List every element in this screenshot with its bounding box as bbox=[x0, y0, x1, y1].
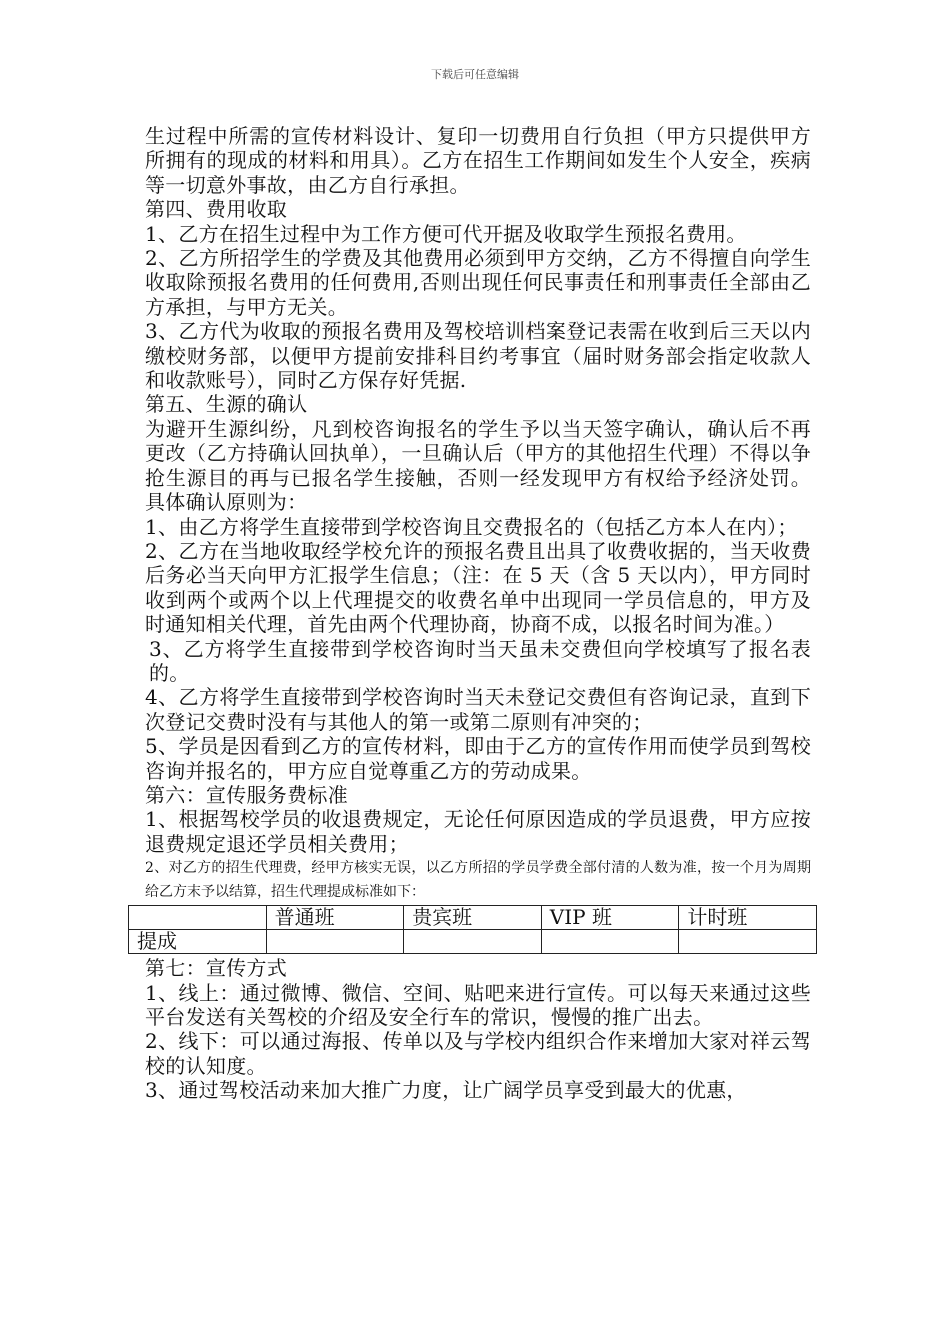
table-row-label: 提成 bbox=[129, 930, 267, 954]
paragraph: 5、学员是因看到乙方的宣传材料，即由于乙方的宣传作用而使学员到驾校咨询并报名的，甲方应自觉尊重乙方的劳动成果。 bbox=[145, 734, 811, 783]
table-cell bbox=[129, 906, 267, 930]
paragraph: 1、根据驾校学员的收退费规定，无论任何原因造成的学员退费，甲方应按退费规定退还学员相关费用； bbox=[145, 807, 811, 856]
paragraph: 4、乙方将学生直接带到学校咨询时当天未登记交费但有咨询记录，直到下次登记交费时没有与其他人的第一或第二原则有冲突的； bbox=[145, 685, 811, 734]
paragraph-small: 2、对乙方的招生代理费，经甲方核实无误，以乙方所招的学员学费全部付清的人数为准，按一个月为周期给乙方末予以结算，招生代理提成标准如下： bbox=[145, 860, 811, 901]
paragraph: 3、乙方代为收取的预报名费用及驾校培训档案登记表需在收到后三天以内缴校财务部，以便甲方提前安排科目约考事宜（届时财务部会指定收款人和收款账号），同时乙方保存好凭据. bbox=[145, 319, 811, 393]
page-header: 下载后可任意编辑 bbox=[431, 68, 519, 81]
paragraph: 生过程中所需的宣传材料设计、复印一切费用自行负担（甲方只提供甲方所拥有的现成的材料和用具）。乙方在招生工作期间如发生个人安全，疾病等一切意外事故，由乙方自行承担。 bbox=[145, 124, 811, 197]
fee-table bbox=[128, 905, 817, 954]
table-row bbox=[129, 930, 817, 954]
paragraph: 2、乙方所招学生的学费及其他费用必须到甲方交纳，乙方不得擅自向学生收取除预报名费用的任何费用,否则出现任何民事责任和刑事责任全部由乙方承担，与甲方无关。 bbox=[145, 246, 811, 319]
paragraph: 3、通过驾校活动来加大推广力度，让广阔学员享受到最大的优惠， bbox=[145, 1078, 747, 1103]
table-cell bbox=[541, 930, 679, 954]
table-header-row bbox=[129, 906, 817, 930]
table-header-cell: 计时班 bbox=[679, 906, 817, 930]
paragraph: 为避开生源纠纷，凡到校咨询报名的学生予以当天签字确认，确认后不再更改（乙方持确认回执单），一旦确认后（甲方的其他招生代理）不得以争抢生源目的再与已报名学生接触，否则一经发现甲方有权给予经济处罚。具体确认原则为： bbox=[145, 416, 811, 515]
paragraph: 1、乙方在招生过程中为工作方便可代开据及收取学生预报名费用。 bbox=[145, 221, 747, 246]
section-heading: 第六：宣传服务费标准 bbox=[145, 782, 348, 807]
paragraph: 1、由乙方将学生直接带到学校咨询且交费报名的（包括乙方本人在内）； bbox=[145, 514, 798, 539]
paragraph: 2、线下：可以通过海报、传单以及与学校内组织合作来增加大家对祥云驾校的认知度。 bbox=[145, 1029, 811, 1078]
paragraph: 2、乙方在当地收取经学校允许的预报名费且出具了收费收据的，当天收费后务必当天向甲方汇报学生信息；（注：在 5 天（含 5 天以内），甲方同时收到两个或两个以上代理提交的收费名单中出现同一学员信息的，甲方及时通知相关代理，首先由两个代理协商，协商不成，以报名时间为准。） bbox=[145, 538, 811, 637]
table-header-cell: 普通班 bbox=[266, 906, 404, 930]
section-heading: 第七：宣传方式 bbox=[145, 956, 288, 981]
section-heading: 第四、费用收取 bbox=[145, 197, 288, 222]
paragraph: 3、乙方将学生直接带到学校咨询时当天虽未交费但向学校填写了报名表的。 bbox=[149, 636, 811, 685]
table-cell bbox=[679, 930, 817, 954]
table-header-cell: 贵宾班 bbox=[404, 906, 542, 930]
table-cell bbox=[404, 930, 542, 954]
table-cell bbox=[266, 930, 404, 954]
section-heading: 第五、生源的确认 bbox=[145, 392, 308, 417]
paragraph: 1、线上：通过微博、微信、空间、贴吧来进行宣传。可以每天来通过这些平台发送有关驾校的介绍及安全行车的常识，慢慢的推广出去。 bbox=[145, 980, 811, 1029]
document-body bbox=[137, 124, 811, 1103]
table-header-cell: VIP 班 bbox=[541, 906, 679, 930]
